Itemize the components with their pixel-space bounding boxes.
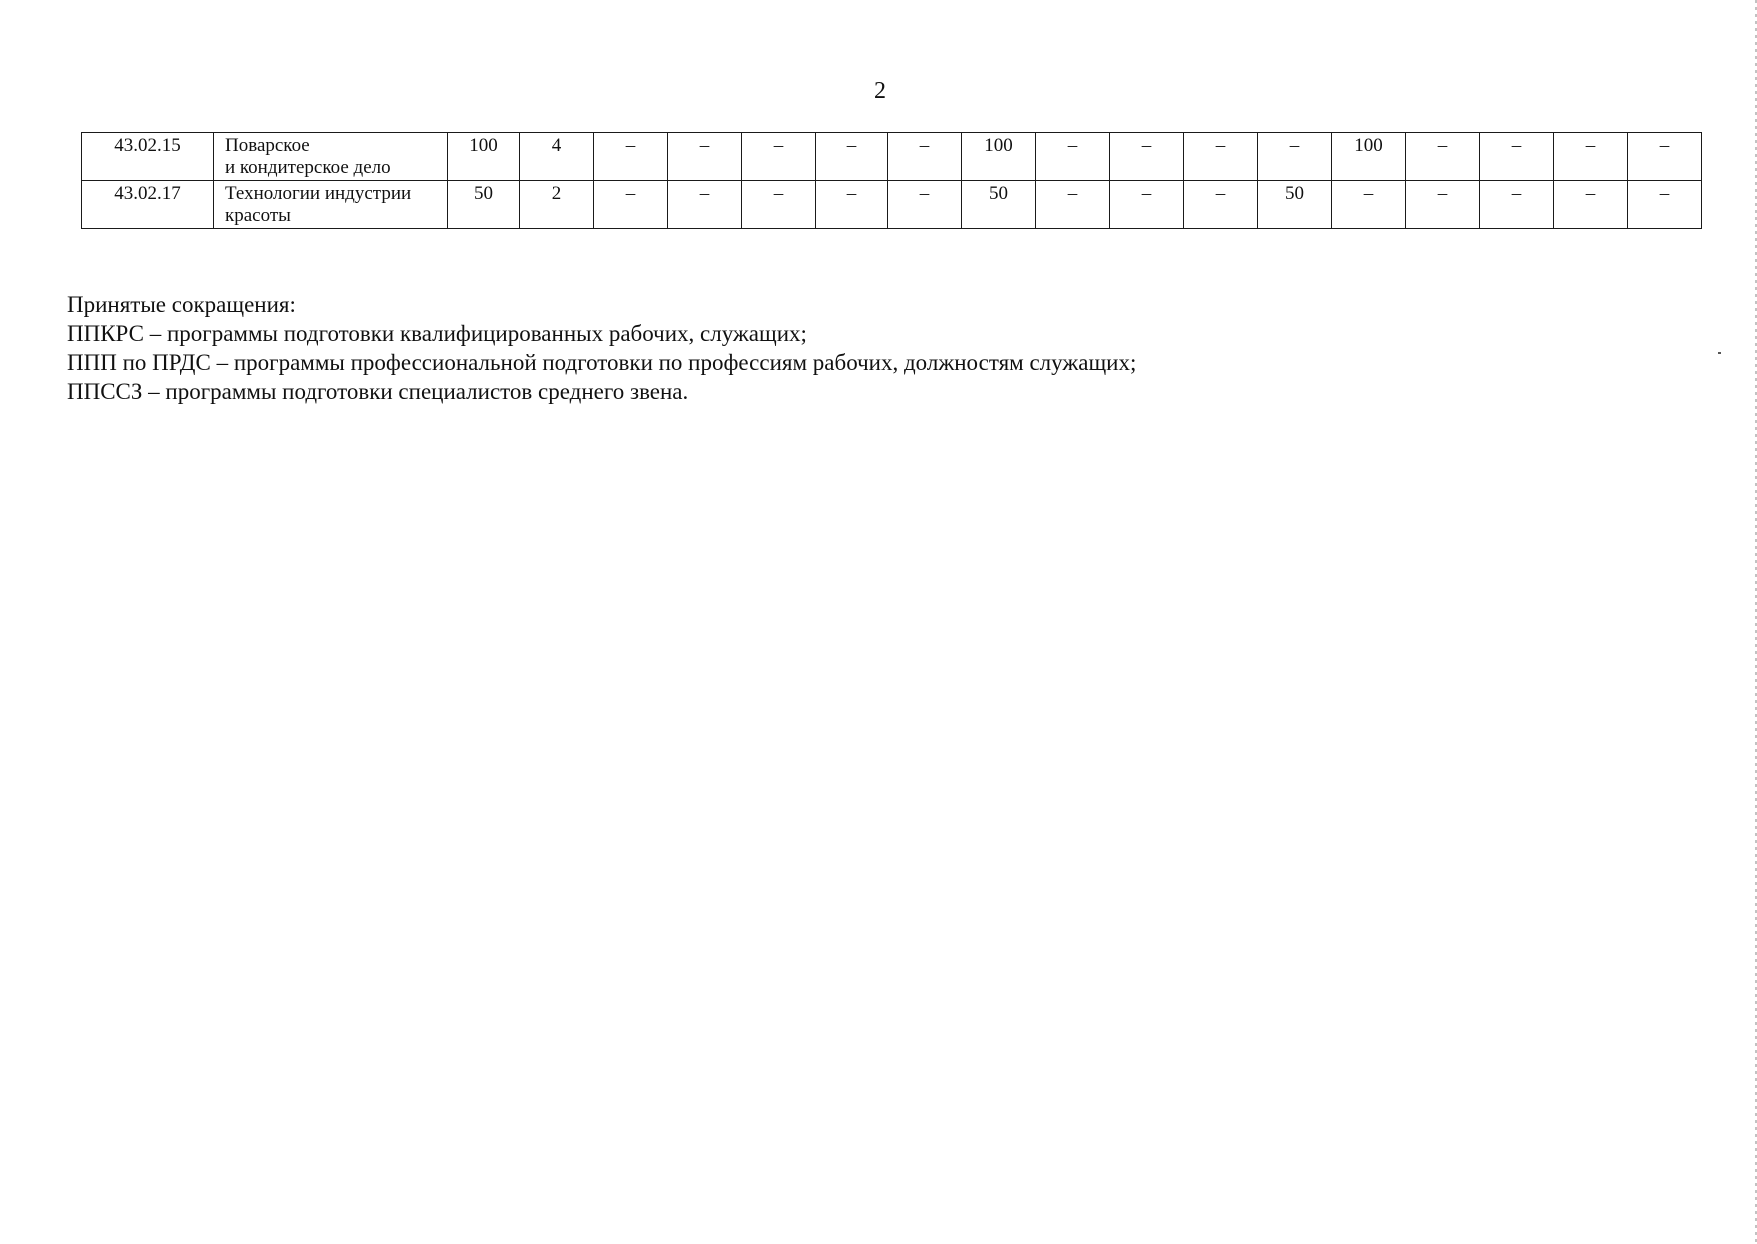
code-cell: 43.02.17 [82, 181, 214, 229]
page-number: 2 [874, 78, 886, 104]
value-cell: – [1110, 133, 1184, 181]
value-cell: 50 [1258, 181, 1332, 229]
value-cell: – [816, 133, 888, 181]
legend-line: ППКРС – программы подготовки квалифицированных рабочих, служащих; [67, 321, 807, 346]
value-cell: – [816, 181, 888, 229]
legend-line: ППП по ПРДС – программы профессиональной подготовки по профессиям рабочих, должностям служащих; [67, 350, 1137, 375]
value-cell: – [888, 181, 962, 229]
value-cell: – [742, 133, 816, 181]
value-cell: – [1332, 181, 1406, 229]
value-cell: 100 [448, 133, 520, 181]
value-cell: – [888, 133, 962, 181]
specialty-name-cell [214, 181, 448, 229]
value-cell: – [594, 133, 668, 181]
value-cell: – [1480, 133, 1554, 181]
value-cell: 100 [962, 133, 1036, 181]
specialty-name-line: Технологии индустрии [225, 183, 412, 204]
value-cell: – [1110, 181, 1184, 229]
code-cell: 43.02.15 [82, 133, 214, 181]
value-cell: – [1628, 181, 1702, 229]
table-row [82, 181, 1702, 229]
table-row [82, 133, 1702, 181]
value-cell: 100 [1332, 133, 1406, 181]
value-cell: – [668, 181, 742, 229]
value-cell: – [1036, 133, 1110, 181]
value-cell: – [742, 181, 816, 229]
value-cell: – [1184, 133, 1258, 181]
value-cell: – [1406, 133, 1480, 181]
value-cell: – [594, 181, 668, 229]
value-cell: – [1628, 133, 1702, 181]
legend-line: ППССЗ – программы подготовки специалистов среднего звена. [67, 379, 689, 404]
specialty-name-line: Поварское [225, 135, 310, 156]
value-cell: 4 [520, 133, 594, 181]
legend-title: Принятые сокращения: [67, 292, 296, 317]
value-cell: – [1258, 133, 1332, 181]
specialty-name-cell [214, 133, 448, 181]
value-cell: – [1554, 133, 1628, 181]
value-cell: – [1480, 181, 1554, 229]
specialty-name-line: красоты [225, 205, 291, 226]
value-cell: – [1554, 181, 1628, 229]
value-cell: 50 [962, 181, 1036, 229]
value-cell: – [1406, 181, 1480, 229]
value-cell: – [1184, 181, 1258, 229]
value-cell: 2 [520, 181, 594, 229]
value-cell: – [1036, 181, 1110, 229]
value-cell: 50 [448, 181, 520, 229]
abbreviations-legend [67, 290, 1136, 406]
scan-dot-artifact [1718, 352, 1721, 354]
specialties-table [81, 132, 1702, 229]
specialty-name-line: и кондитерское дело [225, 157, 391, 178]
value-cell: – [668, 133, 742, 181]
